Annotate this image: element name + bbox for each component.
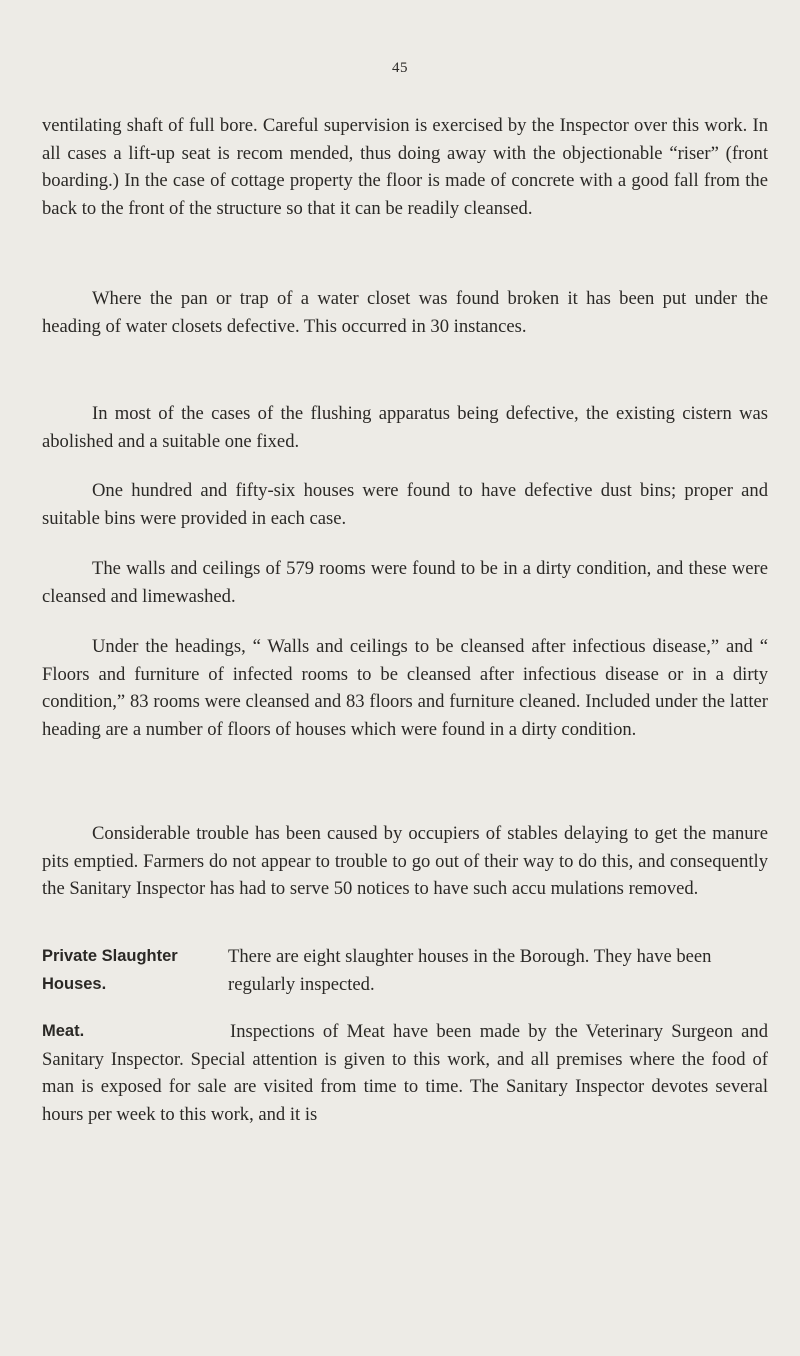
- paragraph-dust-bins: One hundred and fifty-six houses were found to have defective dust bins; proper and suitable bins were provided in each case.: [42, 480, 768, 529]
- heading-private-slaughter-houses: [42, 943, 192, 998]
- paragraph-meat-inspections: [42, 1018, 768, 1128]
- heading-slaughter-line-1: Private Slaughter: [42, 947, 178, 965]
- page-number: 45: [392, 60, 408, 76]
- paragraph-flushing-apparatus: In most of the cases of the flushing apparatus being defective, the existing cistern was abolished and a suitable one fixed.: [42, 403, 768, 452]
- paragraph-infectious-disease-cleansing: Under the headings, “ Walls and ceilings to be cleansed after infectious disease,” and “ Floors and furniture of infected rooms to be cleansed after infectious disease or in a dirty condition,” 83 rooms were cleansed and 83 floors and furniture cleaned. Included under the latter heading are a number of floors of houses which were found in a dirty condition.: [42, 636, 768, 740]
- paragraph-walls-ceilings: The walls and ceilings of 579 rooms were found to be in a dirty condition, and these were cleansed and limewashed.: [42, 558, 768, 607]
- paragraph-closet-construction: ventilating shaft of full bore. Careful supervision is exercised by the Inspector over this work. In all cases a lift-up seat is recom mended, thus doing away with the objectionable “riser” (front boarding.) In the case of cottage property the floor is made of concrete with a good fall from the back to the front of the structure so that it can be readily cleansed.: [42, 115, 768, 219]
- heading-slaughter-line-2: Houses.: [42, 974, 107, 993]
- paragraph-water-closets-defective: Where the pan or trap of a water closet was found broken it has been put under the heading of water closets defective. This occurred in 30 instances.: [42, 288, 768, 337]
- meat-inspections-text: Inspections of Meat have been made by the Veterinary Surgeon and Sanitary Inspector. Special attention is given to this work, and all premises where the food of man is exposed for sale are visited from time to time. The Sanitary Inspector devotes several hours per week to this work, and it is: [42, 1021, 768, 1125]
- heading-meat: Meat.: [42, 1022, 85, 1040]
- paragraph-slaughter-houses: There are eight slaughter houses in the Borough. They have been regularly inspected.: [228, 946, 712, 995]
- paragraph-manure-pits: Considerable trouble has been caused by occupiers of stables delaying to get the manure pits emptied. Farmers do not appear to trouble to go out of their way to do this, and consequently the Sanitary Inspector has had to serve 50 notices to have such accu mulations removed.: [42, 823, 768, 899]
